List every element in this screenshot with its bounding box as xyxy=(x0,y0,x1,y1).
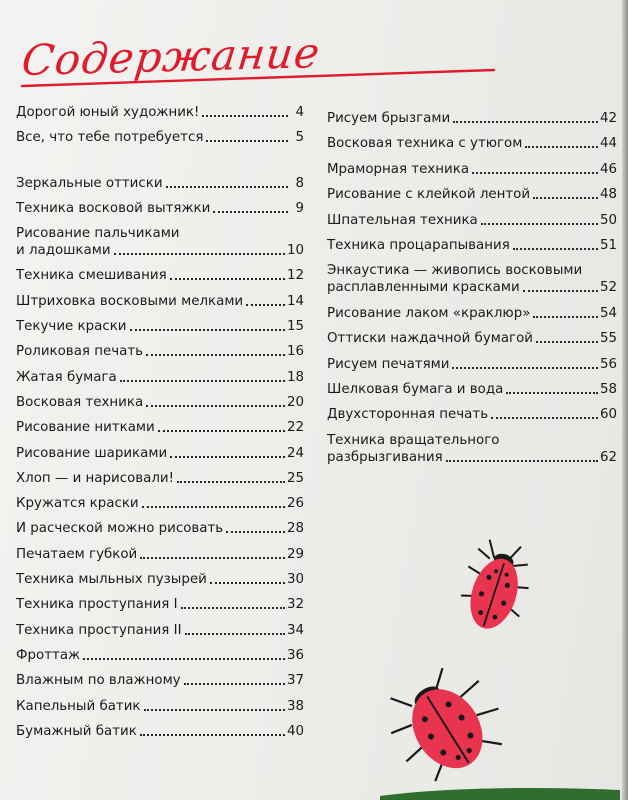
toc-entry-page-number: 29 xyxy=(286,546,304,562)
toc-entry-page-number: 18 xyxy=(286,369,304,385)
dot-leader xyxy=(453,121,598,123)
toc-entry-title: Зеркальные оттиски xyxy=(16,175,163,191)
toc-entry[interactable] xyxy=(16,622,304,639)
toc-entry[interactable] xyxy=(327,237,617,254)
toc-entry-page-number: 44 xyxy=(599,136,617,152)
dot-leader xyxy=(246,304,285,306)
dot-leader xyxy=(472,172,598,174)
toc-entry-page-number: 16 xyxy=(286,344,304,360)
dot-leader xyxy=(481,223,598,225)
toc-entry-title: Все, что тебе потребуется xyxy=(16,130,204,146)
toc-entry-title: Техника восковой вытяжки xyxy=(16,200,211,216)
toc-entry-title: Рисуем брызгами xyxy=(327,111,451,126)
toc-entry-title: Шелковая бумага и вода xyxy=(327,381,504,397)
toc-entry-page-number: 24 xyxy=(286,445,304,461)
toc-entry-title: Хлоп — и нарисовали! xyxy=(16,470,174,486)
toc-entry[interactable] xyxy=(16,571,304,588)
toc-entry-title: Оттиски наждачной бумагой xyxy=(327,331,533,347)
toc-entry-title: Дорогой юный художник! xyxy=(16,105,200,120)
toc-entry-page-number: 37 xyxy=(286,673,304,689)
toc-entry-title: Печатаем губкой xyxy=(16,546,138,562)
toc-entry-title-continued: разбрызгивания xyxy=(327,449,443,465)
dot-leader xyxy=(170,278,285,280)
toc-entry-title: Роликовая печать xyxy=(16,344,144,360)
dot-leader xyxy=(114,253,285,255)
toc-entry-page-number: 42 xyxy=(599,111,617,126)
toc-entry-title-continued: и ладошками xyxy=(16,243,111,259)
dot-leader xyxy=(158,430,285,432)
toc-right-column xyxy=(327,110,617,466)
ladybug-large-illustration xyxy=(388,668,508,782)
toc-entry-page-number: 26 xyxy=(286,496,304,512)
dot-leader xyxy=(210,582,285,584)
toc-entry-page-number: 22 xyxy=(286,420,304,436)
toc-entry[interactable] xyxy=(16,129,304,146)
toc-entry-title: Энкаустика — живопись восковыми xyxy=(327,263,583,279)
toc-entry-title: Жатая бумага xyxy=(16,369,117,385)
dot-leader xyxy=(140,734,285,736)
toc-entry[interactable] xyxy=(16,267,304,284)
dot-leader xyxy=(83,658,285,660)
toc-entry[interactable] xyxy=(16,369,304,386)
page-edge xyxy=(622,0,628,800)
toc-entry-page-number: 51 xyxy=(599,237,617,253)
toc-entry-title: Рисуем печатями xyxy=(327,356,450,372)
dot-leader xyxy=(206,140,288,142)
toc-entry-title: Техника процарапывания xyxy=(327,237,510,253)
toc-entry[interactable] xyxy=(327,330,617,347)
toc-entry[interactable] xyxy=(327,432,617,466)
toc-entry[interactable] xyxy=(16,104,304,121)
dot-leader xyxy=(177,481,285,483)
page-title: Содержание xyxy=(19,28,323,85)
toc-entry-page-number: 54 xyxy=(599,305,617,321)
toc-entry-title: Восковая техника xyxy=(16,394,144,410)
toc-entry-page-number: 55 xyxy=(599,331,617,347)
dot-leader xyxy=(181,607,285,609)
toc-entry[interactable] xyxy=(16,470,304,487)
toc-left-column xyxy=(16,104,304,740)
dot-leader xyxy=(166,186,288,188)
dot-leader xyxy=(533,197,598,199)
toc-entry-title: Влажным по влажному xyxy=(16,673,181,689)
toc-entry[interactable] xyxy=(16,200,304,217)
toc-entry-page-number: 48 xyxy=(599,187,617,203)
ladybug-small-illustration xyxy=(455,532,537,640)
toc-entry-title: Двухсторонная печать xyxy=(327,407,489,423)
toc-entry-page-number: 12 xyxy=(286,268,304,284)
dot-leader xyxy=(446,460,598,462)
toc-entry-page-number: 5 xyxy=(295,130,304,146)
dot-leader xyxy=(140,557,285,559)
toc-entry-title: Рисование пальчиками xyxy=(16,226,180,242)
dot-leader xyxy=(523,290,598,292)
toc-entry-title: Бумажный батик xyxy=(16,723,137,739)
dot-leader xyxy=(184,683,285,685)
dot-leader xyxy=(533,316,598,318)
toc-entry-page-number: 8 xyxy=(295,175,304,191)
toc-entry[interactable] xyxy=(16,175,304,192)
dot-leader xyxy=(491,417,598,419)
toc-entry-title: Рисование шариками xyxy=(16,445,168,461)
toc-entry-page-number: 56 xyxy=(599,356,617,372)
toc-entry[interactable] xyxy=(16,495,304,512)
toc-entry-page-number: 38 xyxy=(286,698,304,714)
toc-entry-page-number: 50 xyxy=(599,212,617,228)
dot-leader xyxy=(130,329,285,331)
toc-entry-title: Рисование нитками xyxy=(16,420,155,436)
toc-entry[interactable] xyxy=(327,356,617,373)
dot-leader xyxy=(146,405,285,407)
toc-entry[interactable] xyxy=(16,419,304,436)
toc-entry-title: Техника смешивания xyxy=(16,268,167,284)
dot-leader xyxy=(142,506,285,508)
toc-entry-title: Шпательная техника xyxy=(327,212,478,228)
toc-entry-title: Техника вращательного xyxy=(327,432,500,448)
dot-leader xyxy=(213,211,288,213)
title-block xyxy=(8,12,508,102)
dot-leader xyxy=(513,248,598,250)
toc-entry-title: Восковая техника с утюгом xyxy=(327,136,523,152)
dot-leader xyxy=(506,392,598,394)
toc-entry[interactable] xyxy=(16,647,304,664)
toc-entry-title: Мраморная техника xyxy=(327,161,470,177)
toc-entry-page-number: 40 xyxy=(286,723,304,739)
toc-entry[interactable] xyxy=(16,723,304,740)
dot-leader xyxy=(452,367,598,369)
toc-entry-page-number: 4 xyxy=(295,105,304,120)
toc-entry-page-number: 34 xyxy=(286,622,304,638)
toc-entry[interactable] xyxy=(16,293,304,310)
toc-entry-page-number: 52 xyxy=(599,280,617,296)
dot-leader xyxy=(144,709,285,711)
toc-entry[interactable] xyxy=(327,161,617,178)
dot-leader xyxy=(226,531,285,533)
dot-leader xyxy=(536,341,598,343)
toc-entry-page-number: 20 xyxy=(286,394,304,410)
toc-entry-page-number: 46 xyxy=(599,161,617,177)
toc-entry-title: Рисование лаком «краклюр» xyxy=(327,305,531,321)
toc-entry[interactable] xyxy=(16,445,304,462)
dot-leader xyxy=(170,456,285,458)
toc-entry-title: Техника проступания II xyxy=(16,622,182,638)
toc-entry-page-number: 25 xyxy=(286,470,304,486)
toc-entry[interactable] xyxy=(16,596,304,613)
toc-entry-page-number: 32 xyxy=(286,597,304,613)
toc-entry[interactable] xyxy=(16,672,304,689)
toc-entry[interactable] xyxy=(16,546,304,563)
toc-entry[interactable] xyxy=(16,520,304,537)
toc-entry-page-number: 14 xyxy=(286,293,304,309)
toc-entry[interactable] xyxy=(16,343,304,360)
toc-entry[interactable] xyxy=(16,225,304,259)
dot-leader xyxy=(185,633,285,635)
toc-entry[interactable] xyxy=(327,406,617,423)
toc-entry-page-number: 36 xyxy=(286,647,304,663)
toc-entry-title: Рисование с клейкой лентой xyxy=(327,187,531,203)
dot-leader xyxy=(120,380,285,382)
toc-entry-title: Техника мыльных пузырей xyxy=(16,572,207,588)
toc-entry-page-number: 9 xyxy=(295,200,304,216)
toc-entry-page-number: 30 xyxy=(286,572,304,588)
toc-entry[interactable] xyxy=(16,318,304,335)
toc-entry[interactable] xyxy=(327,135,617,152)
toc-entry-page-number: 28 xyxy=(286,521,304,537)
toc-entry-title: Текучие краски xyxy=(16,319,127,335)
toc-entry[interactable] xyxy=(327,305,617,322)
title-underline xyxy=(8,12,508,102)
toc-entry[interactable] xyxy=(327,110,617,127)
toc-entry[interactable] xyxy=(327,186,617,203)
toc-entry-title: Техника проступания I xyxy=(16,597,178,613)
dot-leader xyxy=(525,146,598,148)
dot-leader xyxy=(146,354,285,356)
toc-entry-title: Штриховка восковыми мелками xyxy=(16,293,244,309)
toc-entry-title: Капельный батик xyxy=(16,698,141,714)
toc-entry[interactable] xyxy=(16,394,304,411)
toc-entry[interactable] xyxy=(327,212,617,229)
toc-entry-title-continued: расплавленными красками xyxy=(327,280,520,296)
toc-entry-page-number: 15 xyxy=(286,319,304,335)
toc-entry[interactable] xyxy=(327,262,617,296)
dot-leader xyxy=(202,115,288,117)
toc-entry-page-number: 60 xyxy=(599,407,617,423)
grass-stroke xyxy=(380,780,620,800)
toc-entry-title: Фроттаж xyxy=(16,647,81,663)
toc-entry[interactable] xyxy=(16,698,304,715)
toc-entry[interactable] xyxy=(327,381,617,398)
toc-entry-title: Кружатся краски xyxy=(16,496,139,512)
toc-entry-page-number: 62 xyxy=(599,449,617,465)
toc-entry-page-number: 10 xyxy=(286,243,304,259)
toc-entry-page-number: 58 xyxy=(599,381,617,397)
toc-entry-title: И расческой можно рисовать xyxy=(16,521,224,537)
